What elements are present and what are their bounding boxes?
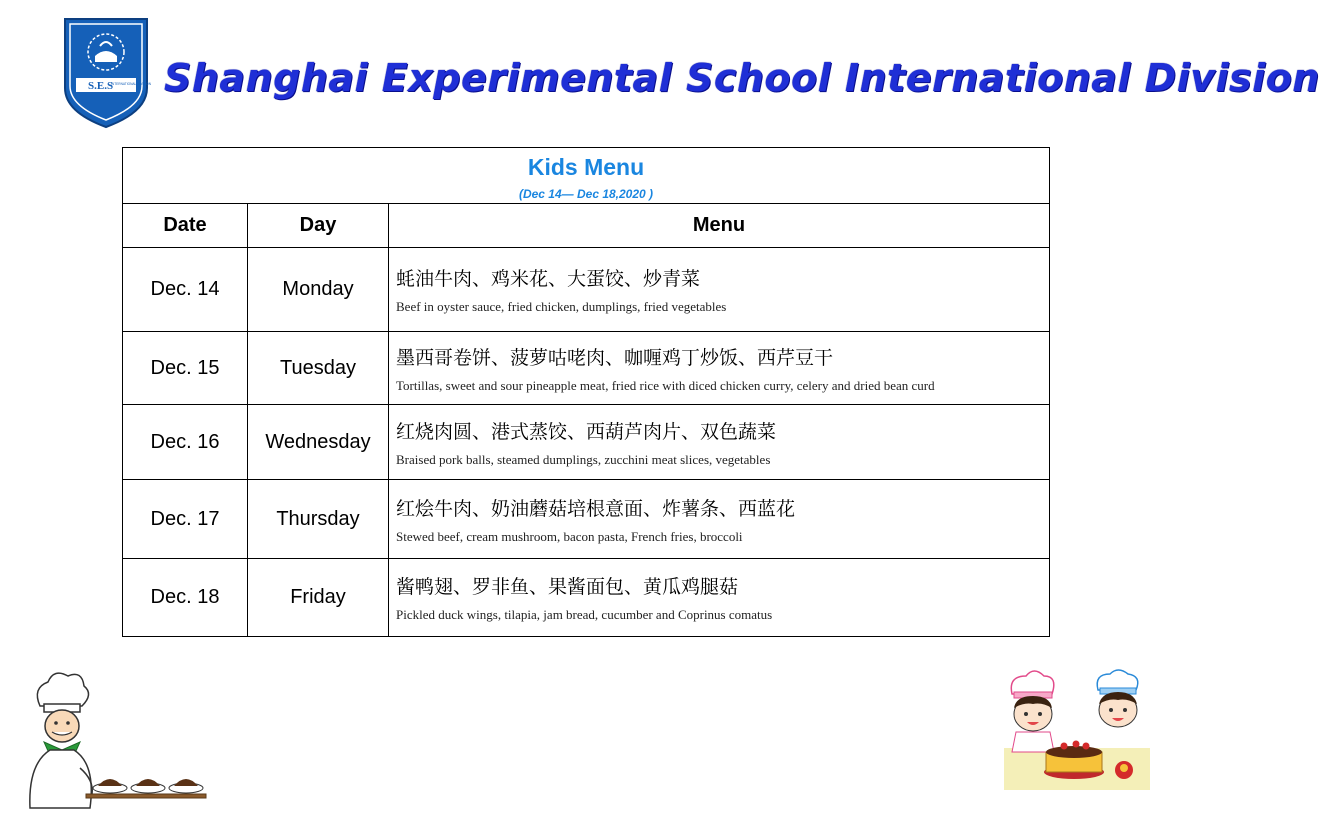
- menu-cell: [389, 332, 1050, 405]
- menu-english: Tortillas, sweet and sour pineapple meat, fried rice with diced chicken curry, celery and dried bean curd: [396, 377, 935, 393]
- menu-english: Beef in oyster sauce, fried chicken, dumplings, fried vegetables: [396, 299, 727, 314]
- day-cell: Tuesday: [248, 332, 389, 405]
- menu-cell: [389, 405, 1050, 480]
- menu-cell: [389, 559, 1050, 637]
- logo-subtext: INTERNATIONAL DIVISION: [111, 82, 152, 86]
- day-cell: Wednesday: [248, 405, 389, 480]
- day-cell: Friday: [248, 559, 389, 637]
- menu-english: Stewed beef, cream mushroom, bacon pasta, French fries, broccoli: [396, 528, 743, 544]
- menu-chinese: 蚝油牛肉、鸡米花、大蛋饺、炒青菜: [396, 268, 701, 290]
- kids-baking-illustration: [1000, 668, 1152, 792]
- column-header-date: Date: [123, 204, 248, 248]
- menu-english: Braised pork balls, steamed dumplings, zucchini meat slices, vegetables: [396, 451, 771, 467]
- day-cell: Monday: [248, 248, 389, 332]
- menu-cell: [389, 480, 1050, 559]
- table-row: [123, 480, 1050, 559]
- date-cell: Dec. 15: [123, 332, 248, 405]
- menu-chinese: 红烧肉圆、港式蒸饺、西葫芦肉片、双色蔬菜: [396, 420, 777, 443]
- column-header-day: Day: [248, 204, 389, 248]
- title-row: [123, 148, 1050, 204]
- menu-english: Pickled duck wings, tilapia, jam bread, cucumber and Coprinus comatus: [396, 607, 773, 622]
- school-title: Shanghai Experimental School International Division: [164, 56, 1320, 100]
- date-cell: Dec. 17: [123, 480, 248, 559]
- date-cell: Dec. 14: [123, 248, 248, 332]
- table-row: [123, 405, 1050, 480]
- table-row: [123, 248, 1050, 332]
- date-cell: Dec. 18: [123, 559, 248, 637]
- column-header-menu: Menu: [389, 204, 1050, 248]
- title-cell: [123, 148, 1050, 204]
- table-row: [123, 332, 1050, 405]
- date-range: (Dec 14— Dec 18,2020 ): [518, 187, 654, 201]
- menu-chinese: 红烩牛肉、奶油蘑菇培根意面、炸薯条、西蓝花: [396, 497, 796, 520]
- menu-title: Kids Menu: [527, 154, 645, 180]
- date-cell: Dec. 16: [123, 405, 248, 480]
- header-row: [123, 204, 1050, 248]
- chef-illustration: [10, 668, 210, 818]
- menu-table: [122, 147, 1050, 637]
- menu-cell: [389, 248, 1050, 332]
- school-logo: [62, 16, 150, 130]
- menu-chinese: 墨西哥卷饼、菠萝咕咾肉、咖喱鸡丁炒饭、西芹豆干: [396, 346, 834, 369]
- table-row: [123, 559, 1050, 637]
- day-cell: Thursday: [248, 480, 389, 559]
- logo-text: S.E.S: [88, 80, 114, 92]
- menu-chinese: 酱鸭翅、罗非鱼、果酱面包、黄瓜鸡腿菇: [396, 576, 739, 598]
